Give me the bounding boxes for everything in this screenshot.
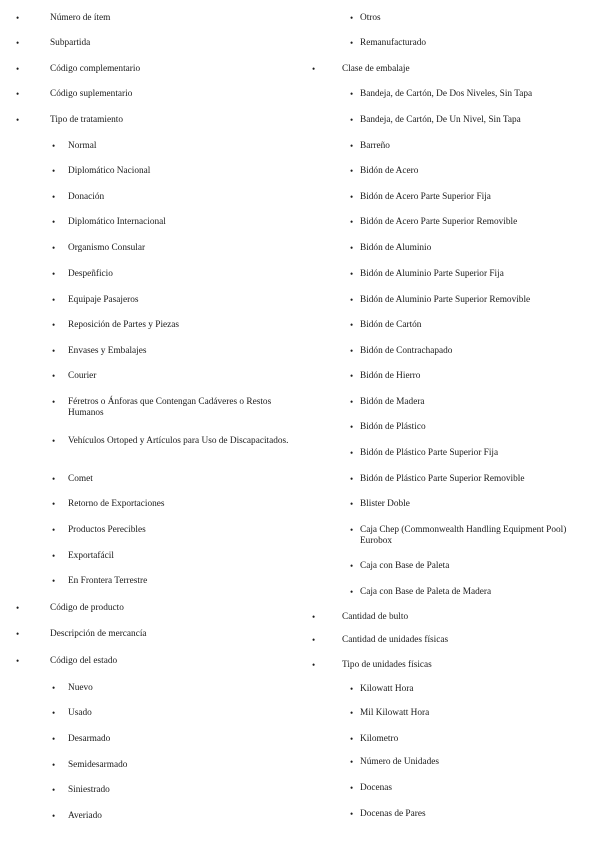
bullet-icon: •	[312, 635, 316, 645]
bullet-icon: •	[16, 115, 20, 125]
item-text-equipaje-pasajeros: Equipaje Pasajeros	[68, 295, 139, 305]
bullet-icon: •	[52, 141, 56, 151]
item-text-cantidad-de-unidades-fisicas: Cantidad de unidades físicas	[342, 635, 449, 645]
item-text-bidon-de-plastico-parte-superior-removib: Bidón de Plástico Parte Superior Removible	[360, 474, 525, 484]
item-text-bandeja-de-carton-de-un-nivel-sin-tapa: Bandeja, de Cartón, De Un Nivel, Sin Tapa	[360, 115, 521, 125]
bullet-icon: •	[16, 603, 20, 613]
item-text-barreno: Barreño	[360, 141, 390, 151]
item-text-bidon-de-acero-parte-superior-removible: Bidón de Acero Parte Superior Removible	[360, 217, 518, 227]
item-text-remanufacturado: Remanufacturado	[360, 38, 427, 48]
item-text-tipo-de-unidades-fisicas: Tipo de unidades físicas	[342, 660, 432, 670]
bullet-icon: •	[350, 243, 354, 253]
item-text-bidon-de-madera: Bidón de Madera	[360, 397, 425, 407]
bullet-icon: •	[350, 474, 354, 484]
bullet-icon: •	[16, 656, 20, 666]
bullet-icon: •	[350, 397, 354, 407]
bullet-icon: •	[350, 141, 354, 151]
item-text-retorno-de-exportaciones: Retorno de Exportaciones	[68, 499, 165, 509]
item-text-bidon-de-acero-parte-superior-fija: Bidón de Acero Parte Superior Fija	[360, 192, 491, 202]
item-text-bidon-de-carton: Bidón de Cartón	[360, 320, 422, 330]
bullet-icon: •	[52, 371, 56, 381]
bullet-icon: •	[350, 295, 354, 305]
bullet-icon: •	[350, 371, 354, 381]
bullet-icon: •	[312, 660, 316, 670]
item-text-bidon-de-plastico-parte-superior-fija: Bidón de Plástico Parte Superior Fija	[360, 448, 499, 458]
bullet-icon: •	[350, 346, 354, 356]
item-text-docenas-de-pares: Docenas de Pares	[360, 809, 426, 819]
item-text-mil-kilowatt-hora: Mil Kilowatt Hora	[360, 708, 430, 718]
bullet-icon: •	[52, 243, 56, 253]
item-text-bandeja-de-carton-de-dos-niveles-sin-tap: Bandeja, de Cartón, De Dos Niveles, Sin Tapa	[360, 89, 533, 99]
bullet-icon: •	[52, 576, 56, 586]
item-text-bidon-de-plastico: Bidón de Plástico	[360, 422, 426, 432]
item-text-bidon-de-contrachapado: Bidón de Contrachapado	[360, 346, 453, 356]
bullet-icon: •	[52, 760, 56, 770]
item-text-tipo-de-tratamiento: Tipo de tratamiento	[50, 115, 123, 125]
item-text-subpartida: Subpartida	[50, 38, 91, 48]
bullet-icon: •	[16, 89, 20, 99]
bullet-icon: •	[350, 783, 354, 793]
item-text-bidon-de-acero: Bidón de Acero	[360, 166, 419, 176]
bullet-icon: •	[350, 192, 354, 202]
item-text-clase-de-embalaje: Clase de embalaje	[342, 64, 410, 74]
item-text-comet: Comet	[68, 474, 93, 484]
item-text-siniestrado: Siniestrado	[68, 785, 110, 795]
item-text-descripcion-de-mercancia: Descripción de mercancía	[50, 629, 147, 639]
item-text-bidon-de-aluminio-parte-superior-fija: Bidón de Aluminio Parte Superior Fija	[360, 269, 504, 279]
bullet-icon: •	[52, 785, 56, 795]
item-text-averiado: Averiado	[68, 811, 102, 821]
item-text-codigo-complementario: Código complementario	[50, 64, 141, 74]
bullet-icon: •	[52, 166, 56, 176]
bullet-icon: •	[52, 397, 56, 407]
bullet-icon: •	[350, 708, 354, 718]
item-text-bidon-de-aluminio: Bidón de Aluminio	[360, 243, 432, 253]
bullet-icon: •	[350, 269, 354, 279]
item-text-exportafacil: Exportafácil	[68, 551, 114, 561]
item-text-semidesarmado: Semidesarmado	[68, 760, 128, 770]
bullet-icon: •	[350, 587, 354, 597]
bullet-icon: •	[350, 561, 354, 571]
bullet-icon: •	[52, 499, 56, 509]
item-text-caja-con-base-de-paleta-de-madera: Caja con Base de Paleta de Madera	[360, 587, 492, 597]
bullet-icon: •	[350, 525, 354, 535]
item-text-bidon-de-hierro: Bidón de Hierro	[360, 371, 421, 381]
bullet-icon: •	[52, 192, 56, 202]
item-text-otros: Otros	[360, 13, 381, 23]
item-text-desarmado: Desarmado	[68, 734, 111, 744]
bullet-icon: •	[52, 708, 56, 718]
item-text-diplomatico-internacional: Diplomático Internacional	[68, 217, 166, 227]
bullet-icon: •	[16, 629, 20, 639]
bullet-icon: •	[16, 38, 20, 48]
item-text-caja-con-base-de-paleta: Caja con Base de Paleta	[360, 561, 450, 571]
bullet-icon: •	[350, 448, 354, 458]
item-text-courier: Courier	[68, 371, 97, 381]
item-text-numero-de-item: Número de ítem	[50, 13, 111, 23]
bullet-icon: •	[350, 89, 354, 99]
bullet-icon: •	[52, 295, 56, 305]
item-text-reposicion-de-partes-y-piezas: Reposición de Partes y Piezas	[68, 320, 180, 330]
item-text-caja-chep-commonwealth-handling-equipmen: Caja Chep (Commonwealth Handling Equipment Pool) Eurobox	[360, 525, 567, 546]
bullet-icon: •	[350, 166, 354, 176]
item-text-codigo-de-producto: Código de producto	[50, 603, 124, 613]
item-text-usado: Usado	[68, 708, 92, 718]
bullet-icon: •	[52, 525, 56, 535]
bullet-icon: •	[312, 64, 316, 74]
item-text-normal: Normal	[68, 141, 97, 151]
bullet-icon: •	[52, 734, 56, 744]
item-text-kilowatt-hora: Kilowatt Hora	[360, 684, 414, 694]
item-text-en-frontera-terrestre: En Frontera Terrestre	[68, 576, 148, 586]
item-text-organismo-consular: Organismo Consular	[68, 243, 146, 253]
bullet-icon: •	[350, 320, 354, 330]
bullet-icon: •	[350, 13, 354, 23]
item-text-nuevo: Nuevo	[68, 683, 93, 693]
bullet-icon: •	[350, 684, 354, 694]
item-text-feretros-o-anforas-que-contengan-cadaver: Féretros o Ánforas que Contengan Cadáveres o Restos Humanos	[68, 397, 272, 418]
item-text-cantidad-de-bulto: Cantidad de bulto	[342, 612, 409, 622]
bullet-icon: •	[350, 734, 354, 744]
bullet-icon: •	[52, 269, 56, 279]
item-text-codigo-del-estado: Código del estado	[50, 656, 118, 666]
bullet-icon: •	[350, 809, 354, 819]
item-text-productos-perecibles: Productos Perecibles	[68, 525, 146, 535]
bullet-icon: •	[52, 551, 56, 561]
bullet-icon: •	[52, 346, 56, 356]
item-text-envases-y-embalajes: Envases y Embalajes	[68, 346, 147, 356]
bullet-icon: •	[52, 474, 56, 484]
bullet-icon: •	[52, 217, 56, 227]
item-text-kilometro: Kilometro	[360, 734, 399, 744]
bullet-icon: •	[52, 436, 56, 446]
bullet-icon: •	[312, 612, 316, 622]
bullet-icon: •	[350, 217, 354, 227]
item-text-codigo-suplementario: Código suplementario	[50, 89, 133, 99]
item-text-diplomatico-nacional: Diplomático Nacional	[68, 166, 151, 176]
bullet-icon: •	[52, 811, 56, 821]
item-text-vehiculos-ortoped-y-articulos-para-uso-d: Vehículos Ortoped y Artículos para Uso de Discapacitados.	[68, 436, 289, 446]
item-text-numero-de-unidades: Número de Unidades	[360, 757, 440, 767]
item-text-blister-doble: Blister Doble	[360, 499, 410, 509]
bullet-icon: •	[350, 757, 354, 767]
bullet-icon: •	[52, 683, 56, 693]
bullet-icon: •	[350, 499, 354, 509]
bullet-icon: •	[350, 38, 354, 48]
bullet-icon: •	[350, 422, 354, 432]
item-text-despenficio: Despeñficio	[68, 269, 113, 279]
bullet-icon: •	[52, 320, 56, 330]
bullet-icon: •	[16, 13, 20, 23]
bullet-icon: •	[350, 115, 354, 125]
item-text-docenas: Docenas	[360, 783, 393, 793]
item-text-donacion: Donación	[68, 192, 105, 202]
item-text-bidon-de-aluminio-parte-superior-removib: Bidón de Aluminio Parte Superior Removible	[360, 295, 531, 305]
bullet-icon: •	[16, 64, 20, 74]
